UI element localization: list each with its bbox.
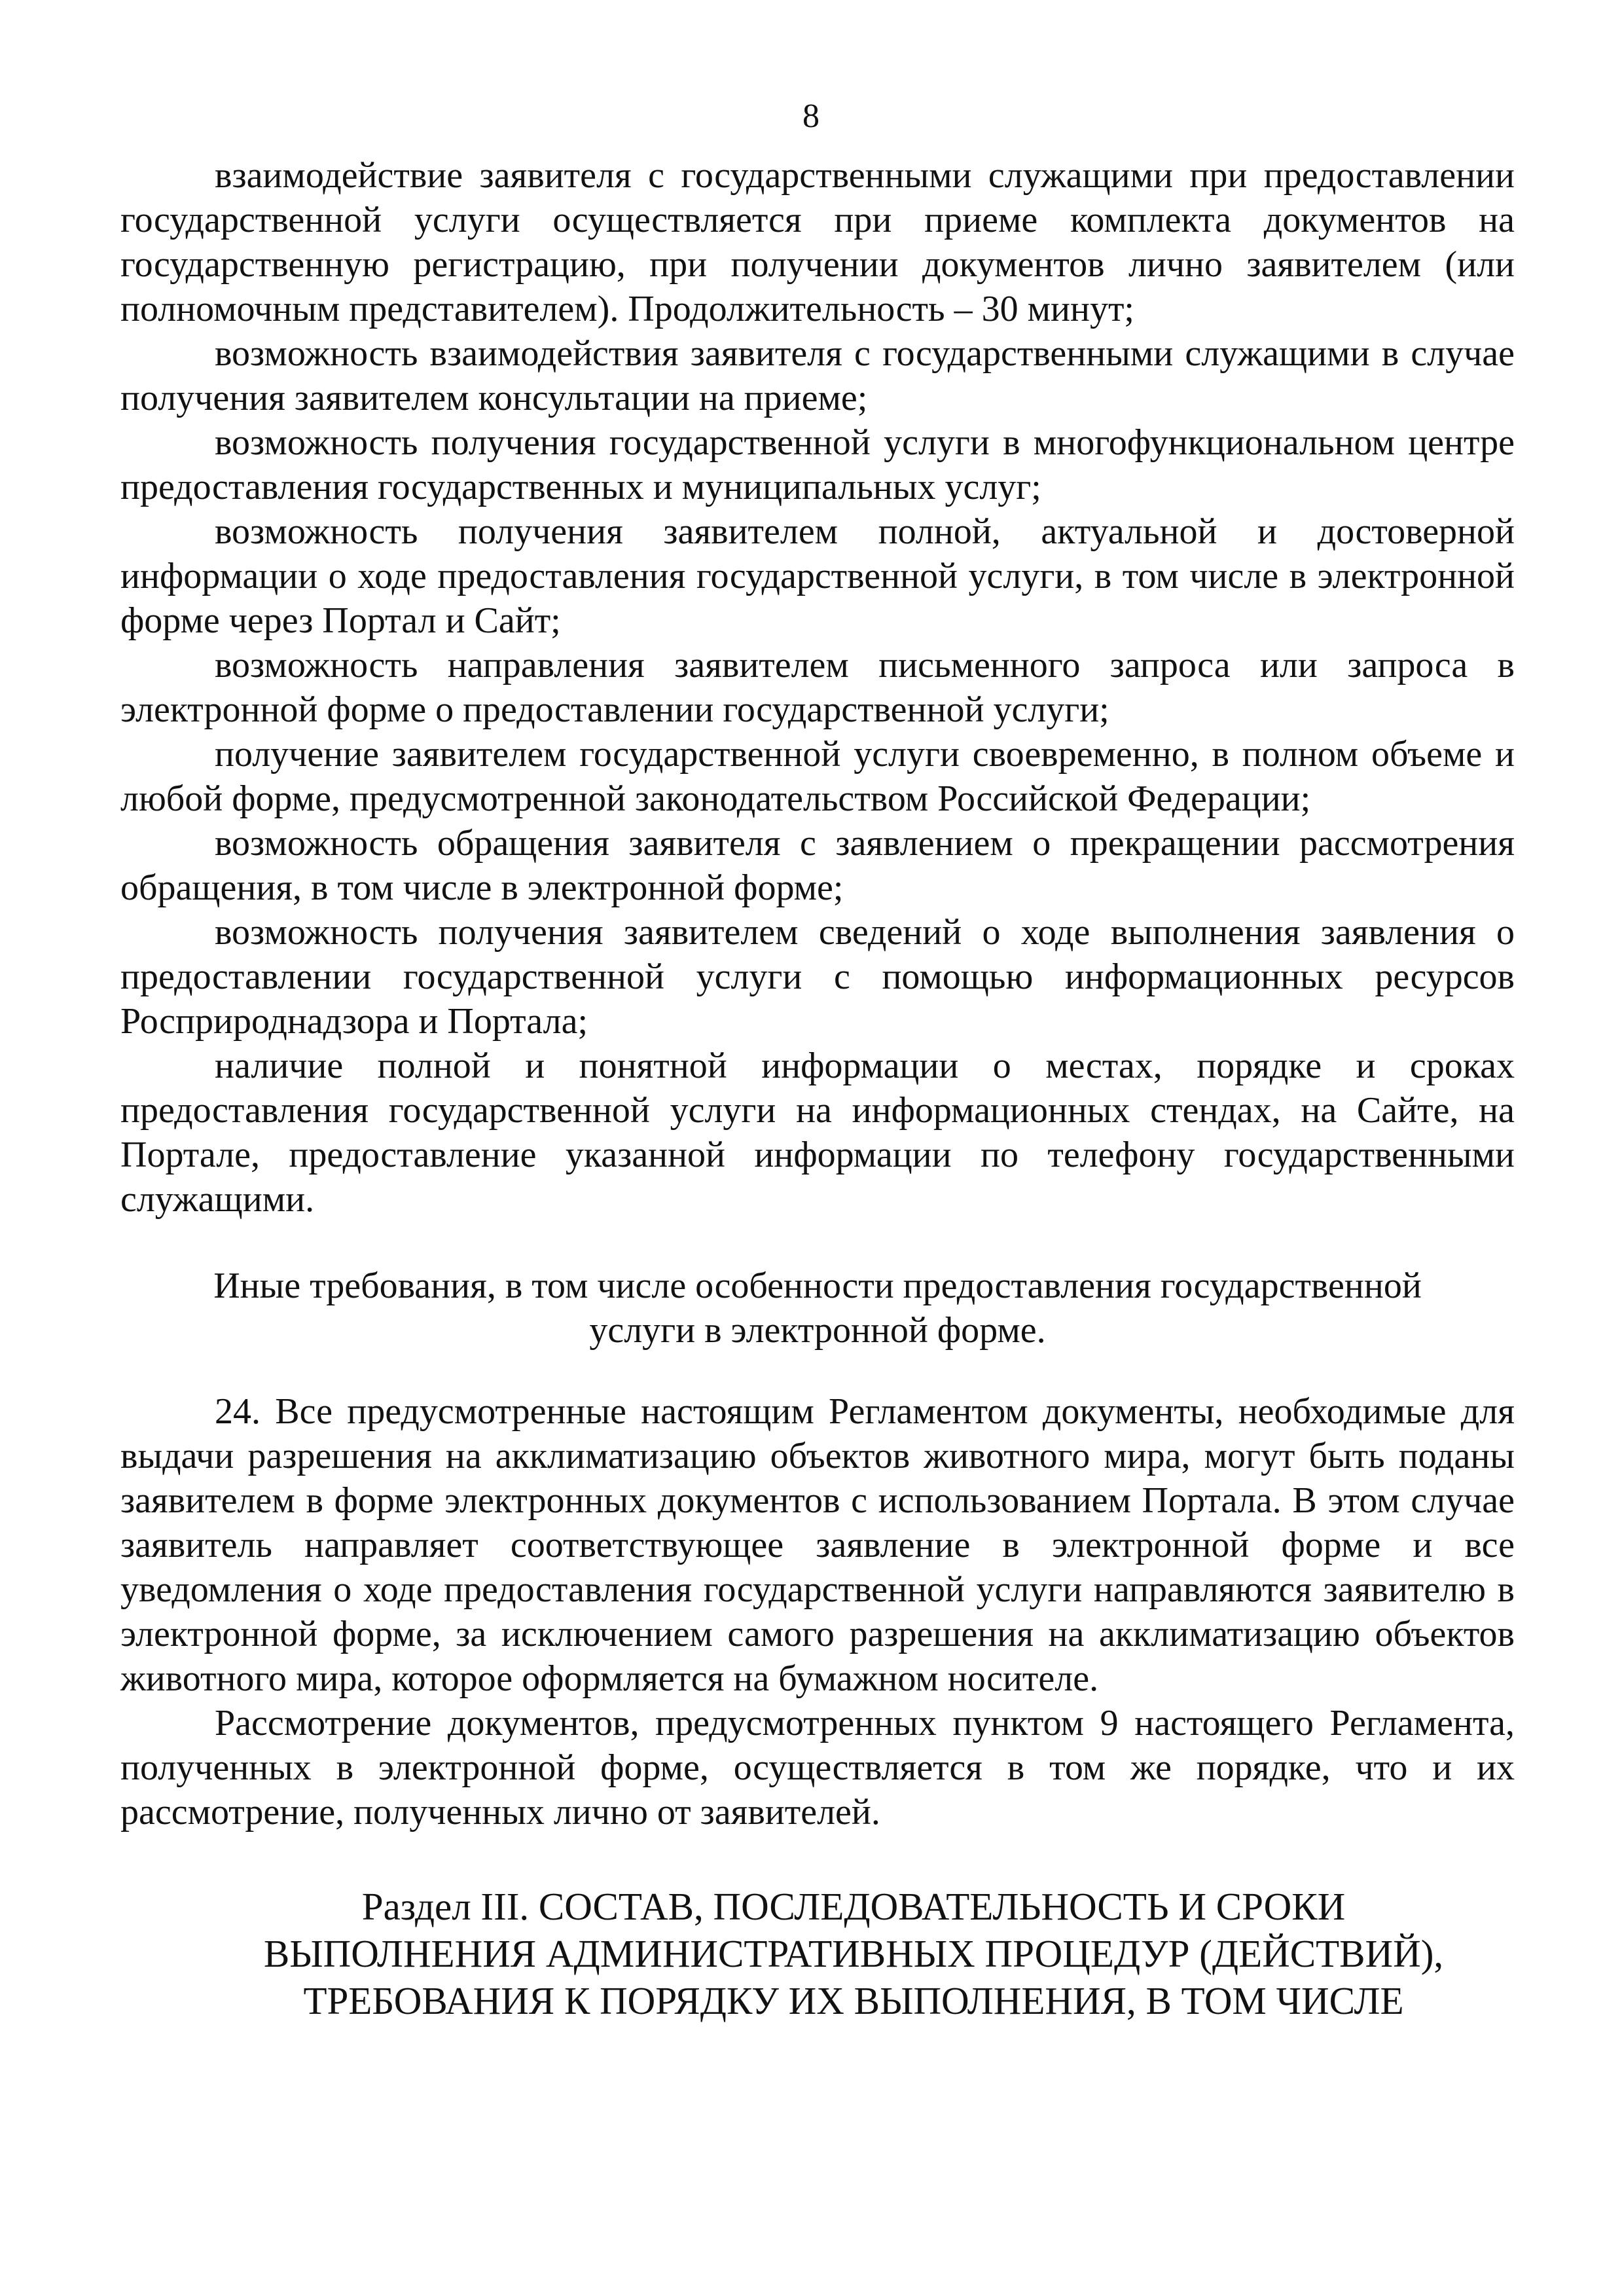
section-heading: Раздел III. СОСТАВ, ПОСЛЕДОВАТЕЛЬНОСТЬ И СРОКИ ВЫПОЛНЕНИЯ АДМИНИСТРАТИВНЫХ ПРОЦЕДУР (ДЕЙСТВИЙ), ТРЕБОВАНИЯ К ПОРЯДКУ ИХ ВЫПОЛНЕНИЯ, В ТОМ ЧИСЛЕ — [263, 1885, 1444, 2022]
subsection-heading: Иные требования, в том числе особенности предоставления государственной услуги в электронной форме. — [213, 1266, 1422, 1351]
paragraph: возможность получения заявителем сведений о ходе выполнения заявления о предоставлении государственной услуги с помощью информационных ресурсов Росприроднадзора и Портала; — [120, 912, 1515, 1042]
paragraph: получение заявителем государственной услуги своевременно, в полном объеме и любой форме, предусмотренной законодательством Российской Федерации; — [120, 734, 1515, 819]
paragraph: Рассмотрение документов, предусмотренных пунктом 9 настоящего Регламента, полученных в электронной форме, осуществляется в том же порядке, что и их рассмотрение, полученных лично от заявителей. — [120, 1703, 1515, 1832]
page-number: 8 — [802, 98, 820, 135]
paragraph: возможность получения заявителем полной, актуальной и достоверной информации о ходе предоставления государственной услуги, в том числе в электронной форме через Портал и Сайт; — [120, 511, 1515, 641]
paragraph: наличие полной и понятной информации о местах, порядке и сроках предоставления государственной услуги на информационных стендах, на Сайте, на Портале, предоставление указанной информации по телефону государственными служащими. — [120, 1046, 1515, 1220]
paragraph: возможность получения государственной услуги в многофункциональном центре предоставления государственных и муниципальных услуг; — [120, 422, 1515, 507]
paragraph: взаимодействие заявителя с государственными служащими при предоставлении государственной услуги осуществляется при приеме комплекта документов на государственную регистрацию, при получении документов лично заявителем (или полномочным представителем). Продолжительность – 30 минут; — [120, 155, 1515, 329]
paragraph-item-24: 24. Все предусмотренные настоящим Регламентом документы, необходимые для выдачи разрешения на акклиматизацию объектов животного мира, могут быть поданы заявителем в форме электронных документов с использованием Портала. В этом случае заявитель направляет соответствующее заявление в электронной форме и все уведомления о ходе предоставления государственной услуги направляются заявителю в электронной форме, за исключением самого разрешения на акклиматизацию объектов животного мира, которое оформляется на бумажном носителе. — [120, 1391, 1515, 1699]
paragraph: возможность взаимодействия заявителя с государственными служащими в случае получения заявителем консультации на приеме; — [120, 333, 1515, 418]
paragraph: возможность направления заявителем письменного запроса или запроса в электронной форме о предоставлении государственной услуги; — [120, 645, 1515, 730]
document-body — [120, 153, 1515, 2024]
paragraph: возможность обращения заявителя с заявлением о прекращении рассмотрения обращения, в том числе в электронной форме; — [120, 823, 1515, 908]
